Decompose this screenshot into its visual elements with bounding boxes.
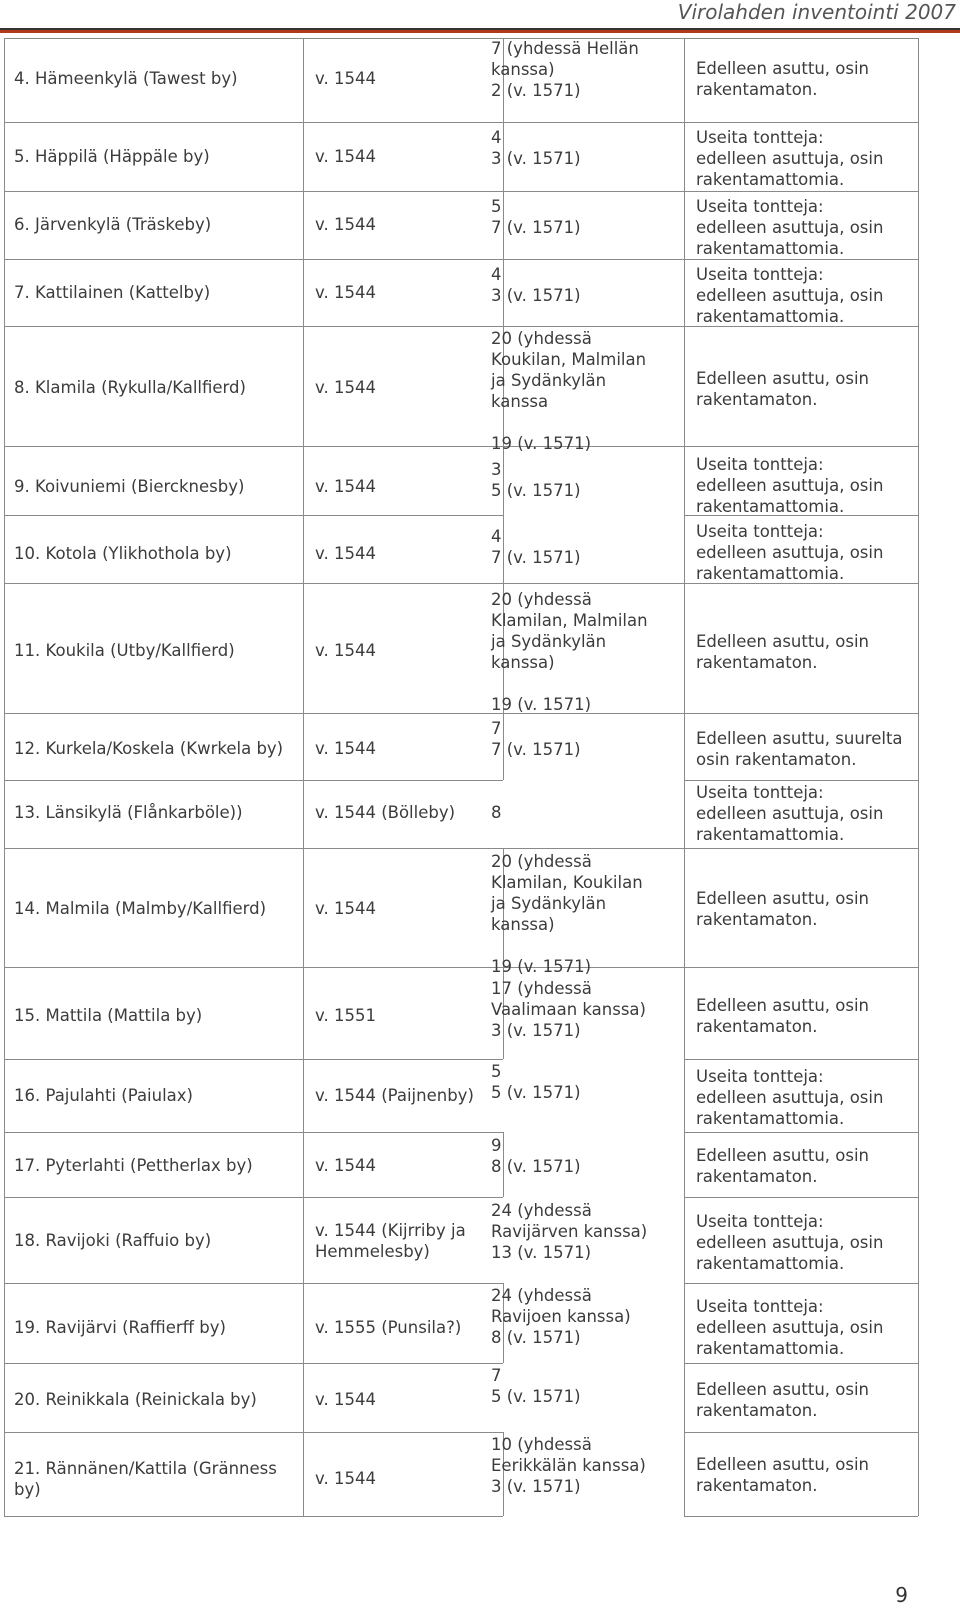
column-divider: [918, 967, 919, 1059]
column-divider: [303, 446, 304, 515]
column-divider: [4, 1432, 5, 1516]
count-cell: 20 (yhdessä Klamilan, Malmilan ja Sydänkylän kanssa) 19 (v. 1571): [491, 590, 648, 714]
count-cell: 5 5 (v. 1571): [491, 1062, 581, 1102]
column-divider: [303, 326, 304, 446]
year-cell: v. 1544: [315, 739, 376, 758]
count-cell: 3 5 (v. 1571): [491, 460, 581, 500]
village-name: 11. Koukila (Utby/Kallfierd): [14, 641, 235, 660]
status-cell: Edelleen asuttu, osin rakentamaton.: [696, 889, 870, 929]
column-divider: [303, 583, 304, 713]
column-divider: [4, 713, 5, 780]
year-cell: v. 1544: [315, 1469, 376, 1488]
column-divider: [684, 446, 685, 515]
row-divider: [684, 967, 918, 968]
status-cell: Useita tontteja: edelleen asuttuja, osin rakentamattomia.: [696, 522, 884, 583]
column-divider: [918, 713, 919, 780]
row-divider: [4, 848, 503, 849]
row-divider: [684, 1059, 918, 1060]
status-cell: Useita tontteja: edelleen asuttuja, osin rakentamattomia.: [696, 197, 884, 258]
row-divider: [4, 446, 503, 447]
count-cell: 4 7 (v. 1571): [491, 527, 581, 567]
year-cell: v. 1555 (Punsila?): [315, 1318, 462, 1337]
column-divider: [4, 780, 5, 848]
row-divider: [684, 1197, 918, 1198]
column-divider: [684, 967, 685, 1059]
year-cell: v. 1544: [315, 283, 376, 302]
column-divider: [918, 583, 919, 713]
row-divider: [4, 583, 503, 584]
year-cell: v. 1544: [315, 899, 376, 918]
column-divider: [684, 1059, 685, 1132]
page-number: 9: [895, 1583, 908, 1607]
year-cell: v. 1544: [315, 215, 376, 234]
row-divider: [4, 191, 503, 192]
column-divider: [303, 38, 304, 122]
status-cell: Edelleen asuttu, osin rakentamaton.: [696, 1380, 870, 1420]
column-divider: [303, 191, 304, 259]
village-name: 14. Malmila (Malmby/Kallfierd): [14, 899, 267, 918]
row-divider: [4, 1363, 503, 1364]
village-name: 20. Reinikkala (Reinickala by): [14, 1390, 257, 1409]
count-cell: 7 5 (v. 1571): [491, 1366, 581, 1406]
count-cell: 10 (yhdessä Eerikkälän kanssa) 3 (v. 1571): [491, 1435, 646, 1496]
row-divider: [684, 780, 918, 781]
column-divider: [303, 713, 304, 780]
column-divider: [303, 1432, 304, 1516]
column-divider: [918, 1432, 919, 1516]
row-divider: [503, 848, 684, 849]
year-cell: v. 1544: [315, 1156, 376, 1175]
column-divider: [4, 1132, 5, 1197]
column-divider: [4, 38, 5, 122]
column-divider: [684, 191, 685, 259]
row-divider: [4, 713, 503, 714]
village-name: 19. Ravijärvi (Raffierff by): [14, 1318, 226, 1337]
column-divider: [918, 1059, 919, 1132]
village-name: 6. Järvenkylä (Träskeby): [14, 215, 212, 234]
year-cell: v. 1551: [315, 1006, 376, 1025]
count-cell: 24 (yhdessä Ravijärven kanssa) 13 (v. 1571): [491, 1201, 648, 1262]
column-divider: [684, 1197, 685, 1283]
count-cell: 24 (yhdessä Ravijoen kanssa) 8 (v. 1571): [491, 1286, 631, 1347]
column-divider: [4, 446, 5, 515]
column-divider: [4, 1363, 5, 1432]
year-cell: v. 1544 (Paijnenby): [315, 1086, 474, 1105]
row-divider: [684, 191, 918, 192]
row-divider: [4, 1059, 503, 1060]
table-border: [4, 38, 918, 39]
column-divider: [684, 713, 685, 780]
column-divider: [684, 780, 685, 848]
row-divider: [684, 1283, 918, 1284]
village-name: 13. Länsikylä (Flånkarböle)): [14, 803, 243, 822]
row-divider: [684, 1432, 918, 1433]
column-divider: [918, 446, 919, 515]
count-cell: 5 7 (v. 1571): [491, 197, 581, 237]
village-name: 15. Mattila (Mattila by): [14, 1006, 203, 1025]
column-divider: [4, 1197, 5, 1283]
count-cell: 9 8 (v. 1571): [491, 1136, 581, 1176]
count-cell: 4 3 (v. 1571): [491, 128, 581, 168]
row-divider: [684, 259, 918, 260]
row-divider: [503, 122, 684, 123]
row-divider: [4, 967, 503, 968]
column-divider: [684, 38, 685, 122]
row-divider: [684, 1363, 918, 1364]
row-divider: [4, 1432, 503, 1433]
row-divider: [4, 122, 503, 123]
column-divider: [684, 1363, 685, 1432]
count-cell: 17 (yhdessä Vaalimaan kanssa) 3 (v. 1571): [491, 979, 646, 1040]
row-divider: [684, 713, 918, 714]
count-cell: 7 (yhdessä Hellän kanssa) 2 (v. 1571): [491, 39, 639, 100]
column-divider: [303, 967, 304, 1059]
row-divider: [4, 326, 503, 327]
row-divider: [503, 191, 684, 192]
column-divider: [303, 1059, 304, 1132]
column-divider: [918, 515, 919, 583]
village-name: 10. Kotola (Ylikhothola by): [14, 544, 232, 563]
column-divider: [918, 1363, 919, 1432]
village-name: 17. Pyterlahti (Pettherlax by): [14, 1156, 253, 1175]
status-cell: Useita tontteja: edelleen asuttuja, osin rakentamattomia.: [696, 128, 884, 189]
row-divider: [684, 122, 918, 123]
year-cell: v. 1544: [315, 477, 376, 496]
column-divider: [303, 780, 304, 848]
count-cell: 20 (yhdessä Koukilan, Malmilan ja Sydänkylän kanssa 19 (v. 1571): [491, 329, 647, 453]
column-divider: [303, 259, 304, 326]
column-divider: [918, 848, 919, 967]
column-divider: [303, 122, 304, 191]
count-cell: 20 (yhdessä Klamilan, Koukilan ja Sydänkylän kanssa) 19 (v. 1571): [491, 852, 643, 976]
status-cell: Useita tontteja: edelleen asuttuja, osin rakentamattomia.: [696, 455, 884, 516]
row-divider: [4, 259, 503, 260]
row-divider: [4, 1132, 503, 1133]
column-divider: [918, 1132, 919, 1197]
column-divider: [4, 259, 5, 326]
column-divider: [918, 122, 919, 191]
village-name: 9. Koivuniemi (Biercknesby): [14, 477, 245, 496]
year-cell: v. 1544: [315, 378, 376, 397]
village-name: 12. Kurkela/Koskela (Kwrkela by): [14, 739, 284, 758]
column-divider: [684, 1432, 685, 1516]
header-title: Virolahden inventointi 2007: [677, 0, 956, 24]
column-divider: [303, 1283, 304, 1363]
village-name: 18. Ravijoki (Raffuio by): [14, 1231, 212, 1250]
row-divider: [4, 1197, 503, 1198]
status-cell: Useita tontteja: edelleen asuttuja, osin rakentamattomia.: [696, 1297, 884, 1358]
column-divider: [4, 1059, 5, 1132]
row-divider: [684, 1516, 918, 1517]
column-divider: [918, 259, 919, 326]
column-divider: [303, 1363, 304, 1432]
count-cell: 7 7 (v. 1571): [491, 719, 581, 759]
status-cell: Useita tontteja: edelleen asuttuja, osin rakentamattomia.: [696, 265, 884, 326]
status-cell: Edelleen asuttu, osin rakentamaton.: [696, 1455, 870, 1495]
column-divider: [4, 1283, 5, 1363]
status-cell: Edelleen asuttu, osin rakentamaton.: [696, 996, 870, 1036]
column-divider: [4, 326, 5, 446]
column-divider: [303, 1197, 304, 1283]
column-divider: [4, 583, 5, 713]
status-cell: Useita tontteja: edelleen asuttuja, osin rakentamattomia.: [696, 783, 884, 844]
status-cell: Useita tontteja: edelleen asuttuja, osin rakentamattomia.: [696, 1067, 884, 1128]
row-divider: [503, 583, 684, 584]
column-divider: [684, 1283, 685, 1363]
column-divider: [684, 259, 685, 326]
village-name: 5. Häppilä (Häppäle by): [14, 147, 210, 166]
village-name: 8. Klamila (Rykulla/Kallfierd): [14, 378, 246, 397]
column-divider: [684, 848, 685, 967]
column-divider: [303, 515, 304, 583]
row-divider: [503, 259, 684, 260]
status-cell: Edelleen asuttu, osin rakentamaton.: [696, 369, 870, 409]
village-name: 4. Hämeenkylä (Tawest by): [14, 69, 238, 88]
column-divider: [918, 326, 919, 446]
status-cell: Edelleen asuttu, osin rakentamaton.: [696, 59, 870, 99]
village-name: 16. Pajulahti (Paiulax): [14, 1086, 193, 1105]
column-divider: [684, 1132, 685, 1197]
column-divider: [684, 122, 685, 191]
village-name: 21. Rännänen/Kattila (Gränness by): [14, 1459, 277, 1499]
row-divider: [684, 848, 918, 849]
year-cell: v. 1544: [315, 1390, 376, 1409]
column-divider: [4, 122, 5, 191]
year-cell: v. 1544: [315, 69, 376, 88]
row-divider: [4, 515, 503, 516]
column-divider: [918, 38, 919, 122]
row-divider: [684, 1132, 918, 1133]
column-divider: [684, 326, 685, 446]
column-divider: [303, 1132, 304, 1197]
status-cell: Edelleen asuttu, osin rakentamaton.: [696, 1146, 870, 1186]
count-cell: 4 3 (v. 1571): [491, 265, 581, 305]
village-name: 7. Kattilainen (Kattelby): [14, 283, 211, 302]
column-divider: [684, 583, 685, 713]
column-divider: [918, 1283, 919, 1363]
year-cell: v. 1544 (Bölleby): [315, 803, 456, 822]
count-cell: 8: [491, 803, 502, 822]
status-cell: Useita tontteja: edelleen asuttuja, osin rakentamattomia.: [696, 1212, 884, 1273]
row-divider: [4, 1516, 503, 1517]
column-divider: [918, 191, 919, 259]
year-cell: v. 1544: [315, 544, 376, 563]
column-divider: [4, 515, 5, 583]
row-divider: [684, 446, 918, 447]
row-divider: [4, 1283, 503, 1284]
column-divider: [918, 1197, 919, 1283]
column-divider: [4, 848, 5, 967]
status-cell: Edelleen asuttu, osin rakentamaton.: [696, 632, 870, 672]
status-cell: Edelleen asuttu, suurelta osin rakentamaton.: [696, 729, 903, 769]
year-cell: v. 1544: [315, 147, 376, 166]
year-cell: v. 1544: [315, 641, 376, 660]
row-divider: [503, 326, 684, 327]
column-divider: [4, 967, 5, 1059]
column-divider: [918, 780, 919, 848]
column-divider: [684, 515, 685, 583]
column-divider: [303, 848, 304, 967]
year-cell: v. 1544 (Kijrriby ja Hemmelesby): [315, 1221, 466, 1261]
column-divider: [4, 191, 5, 259]
row-divider: [4, 780, 503, 781]
